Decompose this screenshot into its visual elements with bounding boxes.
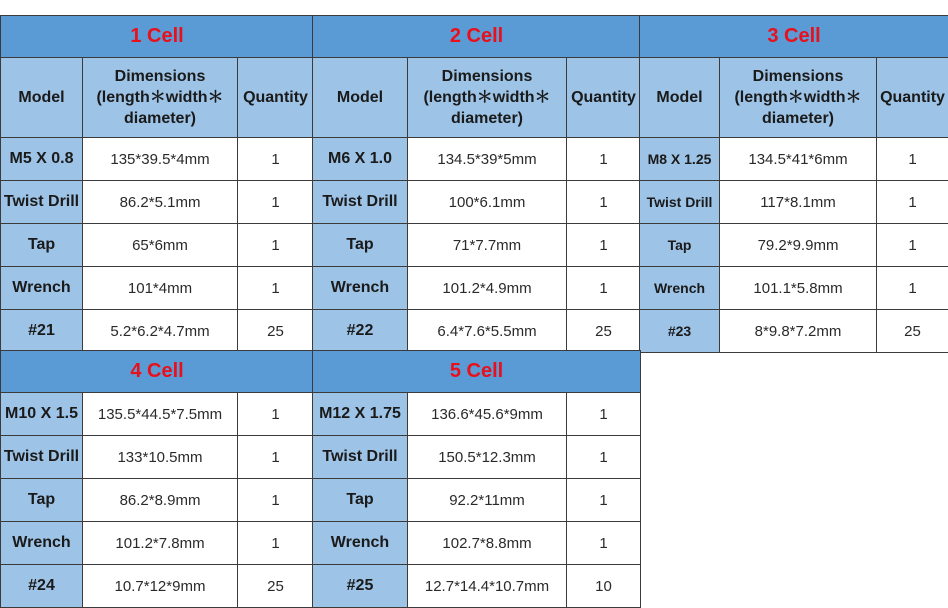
dimensions-header: Dimensions (length＊width＊ diameter) xyxy=(720,58,877,138)
quantity-cell: 1 xyxy=(877,224,948,267)
dimensions-cell: 136.6*45.6*9mm xyxy=(408,393,567,436)
dimensions-header: Dimensions (length＊width＊ diameter) xyxy=(408,58,567,138)
model-cell: #25 xyxy=(313,565,408,608)
model-cell: Twist Drill xyxy=(1,181,83,224)
cell-3-table xyxy=(639,15,948,353)
cell-5-table xyxy=(312,350,641,608)
model-cell: Tap xyxy=(640,224,720,267)
quantity-cell: 1 xyxy=(567,393,641,436)
cell-2-table xyxy=(312,15,641,353)
model-cell: Tap xyxy=(1,479,83,522)
quantity-cell: 25 xyxy=(238,310,314,353)
model-cell: Twist Drill xyxy=(313,181,408,224)
dimensions-cell: 101*4mm xyxy=(83,267,238,310)
quantity-cell: 1 xyxy=(567,436,641,479)
model-cell: #22 xyxy=(313,310,408,353)
model-cell: M12 X 1.75 xyxy=(313,393,408,436)
cell-1-title: 1 Cell xyxy=(1,16,314,58)
dimensions-cell: 92.2*11mm xyxy=(408,479,567,522)
model-cell: Wrench xyxy=(1,522,83,565)
quantity-cell: 25 xyxy=(877,310,948,353)
model-cell: Tap xyxy=(313,479,408,522)
dimensions-cell: 134.5*39*5mm xyxy=(408,138,567,181)
model-cell: M6 X 1.0 xyxy=(313,138,408,181)
model-cell: Twist Drill xyxy=(640,181,720,224)
dimensions-cell: 134.5*41*6mm xyxy=(720,138,877,181)
quantity-cell: 1 xyxy=(238,138,314,181)
model-cell: Wrench xyxy=(1,267,83,310)
dimensions-cell: 101.1*5.8mm xyxy=(720,267,877,310)
dimensions-cell: 10.7*12*9mm xyxy=(83,565,238,608)
quantity-cell: 1 xyxy=(238,267,314,310)
model-cell: #23 xyxy=(640,310,720,353)
dimensions-cell: 100*6.1mm xyxy=(408,181,567,224)
model-header: Model xyxy=(1,58,83,138)
cell-2-title: 2 Cell xyxy=(313,16,641,58)
dimensions-cell: 102.7*8.8mm xyxy=(408,522,567,565)
quantity-cell: 1 xyxy=(567,479,641,522)
dimensions-cell: 79.2*9.9mm xyxy=(720,224,877,267)
quantity-cell: 1 xyxy=(238,522,314,565)
quantity-cell: 1 xyxy=(238,393,314,436)
quantity-cell: 25 xyxy=(238,565,314,608)
model-cell: #24 xyxy=(1,565,83,608)
model-cell: Wrench xyxy=(313,267,408,310)
dimensions-cell: 12.7*14.4*10.7mm xyxy=(408,565,567,608)
dimensions-cell: 6.4*7.6*5.5mm xyxy=(408,310,567,353)
quantity-cell: 1 xyxy=(877,181,948,224)
model-header: Model xyxy=(313,58,408,138)
cell-5-title: 5 Cell xyxy=(313,351,641,393)
dimensions-cell: 150.5*12.3mm xyxy=(408,436,567,479)
model-cell: M5 X 0.8 xyxy=(1,138,83,181)
model-cell: Wrench xyxy=(313,522,408,565)
dimensions-cell: 135.5*44.5*7.5mm xyxy=(83,393,238,436)
model-cell: Twist Drill xyxy=(1,436,83,479)
model-cell: Wrench xyxy=(640,267,720,310)
dimensions-cell: 101.2*4.9mm xyxy=(408,267,567,310)
quantity-cell: 1 xyxy=(877,267,948,310)
dimensions-cell: 133*10.5mm xyxy=(83,436,238,479)
cell-4-title: 4 Cell xyxy=(1,351,314,393)
dimensions-cell: 8*9.8*7.2mm xyxy=(720,310,877,353)
quantity-cell: 1 xyxy=(877,138,948,181)
model-cell: Twist Drill xyxy=(313,436,408,479)
dimensions-header: Dimensions (length＊width＊ diameter) xyxy=(83,58,238,138)
cell-4-table xyxy=(0,350,314,608)
quantity-cell: 1 xyxy=(567,267,641,310)
dimensions-cell: 86.2*5.1mm xyxy=(83,181,238,224)
quantity-cell: 1 xyxy=(567,522,641,565)
model-header: Model xyxy=(640,58,720,138)
cell-3-title: 3 Cell xyxy=(640,16,948,58)
quantity-cell: 1 xyxy=(238,224,314,267)
quantity-cell: 1 xyxy=(567,181,641,224)
dimensions-cell: 86.2*8.9mm xyxy=(83,479,238,522)
quantity-cell: 1 xyxy=(567,138,641,181)
quantity-cell: 10 xyxy=(567,565,641,608)
quantity-cell: 25 xyxy=(567,310,641,353)
quantity-header: Quantity xyxy=(567,58,641,138)
quantity-header: Quantity xyxy=(877,58,948,138)
quantity-cell: 1 xyxy=(238,181,314,224)
model-cell: Tap xyxy=(1,224,83,267)
dimensions-cell: 5.2*6.2*4.7mm xyxy=(83,310,238,353)
quantity-cell: 1 xyxy=(567,224,641,267)
model-cell: #21 xyxy=(1,310,83,353)
dimensions-cell: 117*8.1mm xyxy=(720,181,877,224)
quantity-cell: 1 xyxy=(238,479,314,522)
quantity-cell: 1 xyxy=(238,436,314,479)
dimensions-cell: 101.2*7.8mm xyxy=(83,522,238,565)
model-cell: M8 X 1.25 xyxy=(640,138,720,181)
dimensions-cell: 71*7.7mm xyxy=(408,224,567,267)
cell-1-table xyxy=(0,15,314,353)
dimensions-cell: 65*6mm xyxy=(83,224,238,267)
dimensions-cell: 135*39.5*4mm xyxy=(83,138,238,181)
model-cell: M10 X 1.5 xyxy=(1,393,83,436)
model-cell: Tap xyxy=(313,224,408,267)
quantity-header: Quantity xyxy=(238,58,314,138)
